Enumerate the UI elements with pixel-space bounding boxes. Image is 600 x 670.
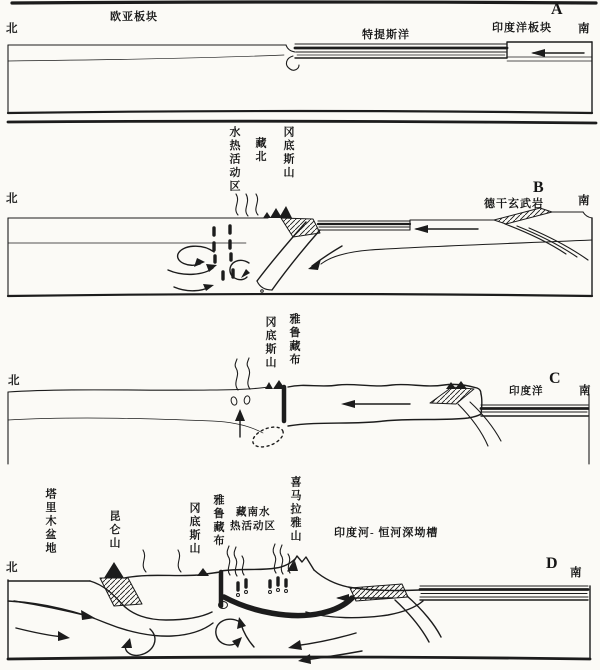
ocean-band: [420, 586, 588, 600]
mantle-flow-arrow: [308, 246, 342, 270]
indian-ocean-plate-label: 印度洋板块: [492, 22, 552, 34]
panel-letter-a: A: [551, 1, 563, 18]
magma-dashes: [214, 226, 263, 292]
mantle-convection-arrows: [14, 601, 362, 664]
tarim-basin-label: 塔里木盆地: [44, 488, 56, 556]
yarlung-label-c: 雅鲁藏布: [288, 313, 300, 367]
south-label-d: 南: [570, 567, 582, 579]
panel-letter-d: D: [546, 555, 558, 572]
south-tibet-hydro-label-line2: 热活动区: [230, 521, 276, 532]
oceanic-plate-base: [321, 240, 592, 264]
indian-ocean-label: 印度洋: [509, 386, 544, 397]
north-label-d: 北: [6, 562, 18, 574]
north-label-b: 北: [6, 193, 18, 205]
north-label-c: 北: [8, 375, 20, 387]
tethys-ocean-label: 特提斯洋: [362, 29, 410, 41]
panel-b-bottom: [8, 294, 592, 296]
deccan-basalt-pile: [494, 208, 592, 260]
upwelling-arrow: [235, 409, 245, 437]
yarlung-label-d: 雅鲁藏布: [212, 494, 224, 548]
south-label-c: 南: [579, 385, 591, 397]
detached-slab-dotted: [250, 423, 286, 451]
gangdise-peak: [197, 568, 209, 576]
indus-ganges-trough-label: 印度河- 恒河深坳槽: [334, 527, 439, 539]
steam-lines: [235, 358, 250, 390]
north-label-a: 北: [6, 23, 18, 35]
indian-ocean-band: [481, 405, 588, 416]
panel-a-bottom: [8, 111, 592, 113]
panel-d-cross-section: [8, 544, 590, 664]
steam-lines: [143, 544, 290, 576]
top-rule: [12, 2, 596, 3]
indian-plate-block: [507, 42, 592, 61]
mantle-convection-arrows: [168, 246, 250, 291]
south-label-a: 南: [578, 23, 590, 35]
crust-base-line: [8, 55, 284, 61]
himalaya-label: 喜马拉雅山: [289, 476, 301, 544]
hydrothermal-zone-label: 水热活动区: [228, 126, 240, 194]
panel-d-bottom: [8, 657, 590, 659]
eurasian-plate-label: 欧亚板块: [110, 11, 158, 23]
plate-motion-arrow: [414, 225, 478, 233]
crust-base-line: [8, 418, 263, 433]
south-tibet-hydro-label-line1: 藏南水: [236, 507, 271, 518]
underthrust-slab-band: [224, 597, 352, 616]
gangdise-label-c: 冈底斯山: [264, 316, 276, 370]
magma-dashes: [237, 578, 288, 597]
deccan-basalt-label: 德干玄武岩: [484, 198, 544, 210]
gangdise-label-b: 冈底斯山: [282, 126, 294, 180]
panel-divider-rule: [8, 121, 596, 123]
kunlun-mountain: [100, 562, 142, 606]
panel-c-cross-section: [8, 358, 589, 464]
volcano-icon: [263, 206, 292, 218]
plate-motion-arrow: [341, 400, 410, 408]
yarlung-suture: [219, 572, 228, 609]
kunlun-label: 昆仑山: [108, 510, 120, 551]
ophiolite-wedge: [430, 381, 501, 446]
steam-lines: [236, 194, 258, 216]
gangdise-label-d: 冈底斯山: [188, 502, 200, 556]
tethys-ocean-band: [295, 44, 507, 58]
panel-letter-b: B: [533, 179, 544, 196]
plate-motion-arrow: [531, 49, 584, 57]
panel-letter-c: C: [549, 370, 561, 387]
volcano-icon: [265, 380, 285, 389]
north-tibet-label: 藏北: [254, 137, 266, 164]
south-label-b: 南: [578, 195, 590, 207]
